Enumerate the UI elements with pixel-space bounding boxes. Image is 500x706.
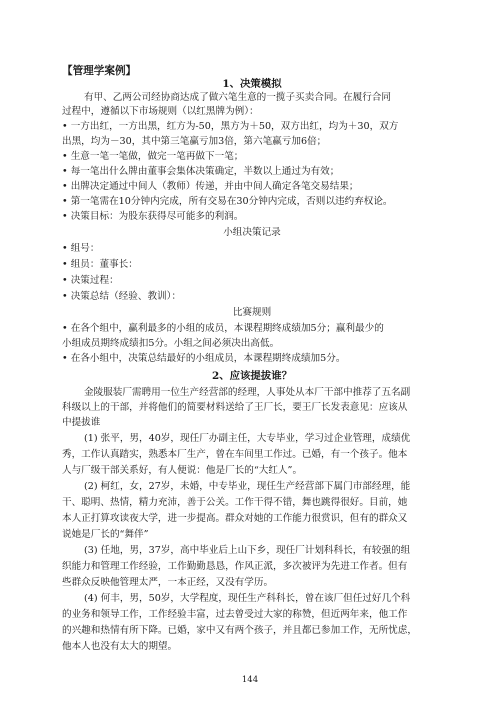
case2-paragraph-line: 织能力和管理工作经验，工作勤勤恳恳，作风正派，多次被评为先进工作者。但有 (62, 561, 408, 572)
case1-rule-line: 出黑，均为－30，其中第三笔赢亏加3倍，第六笔赢亏加6倍； (62, 136, 327, 147)
case1-intro-line: 过程中，遵循以下市场规则（以红黑牌为例）： (62, 106, 259, 117)
case1-title: 1、决策模拟 (222, 78, 282, 90)
case2-paragraph-line: 的兴趣和热情有所下降。已婚，家中又有两个孩子，并且都已参加工作，无所忧虑， (62, 625, 417, 636)
case1-rule-line: • 第一笔需在10分钟内完成，所有交易在30分钟内完成，否则以违约弃权论。 (62, 196, 393, 207)
case2-paragraph-line: 的业务和领导工作，工作经验丰富，过去曾受过大家的称赞，但近两年来，他工作 (62, 609, 408, 620)
case2-paragraph-line: 中提拔谁 (62, 417, 101, 428)
record-title: 小组决策记录 (223, 227, 281, 238)
case2-paragraph-line: 说她是厂长的“舞伴” (62, 529, 149, 540)
case2-title: 2、应该提拔谁？ (212, 370, 292, 382)
contest-rule-line: 小组成员期终成绩扣5分。小组之间必须决出高低。 (62, 338, 280, 349)
case2-paragraph-line: 秀，工作认真踏实，熟悉本厂生产，曾在车间里工作过。已婚，有一个孩子。他本 (62, 449, 408, 460)
case1-intro-line: 有甲、乙两公司经协商达成了做六笔生意的一揽子买卖合同。在履行合同 (84, 92, 391, 103)
case1-rule-line: • 生意一笔一笔做，做完一笔再做下一笔； (62, 151, 244, 162)
record-item: • 决策过程： (62, 275, 119, 286)
record-item: • 组号： (62, 243, 100, 254)
record-item: • 组员：董事长： (62, 259, 138, 270)
case2-paragraph-line: (1) 张平，男，40岁，现任厂办副主任，大专毕业，学习过企业管理，成绩优 (84, 433, 411, 444)
case2-paragraph-line: 些群众反映他管理太严，一本正经，又没有学历。 (62, 577, 274, 588)
section-header: 【管理学案例】 (62, 65, 137, 77)
case1-rule-line: • 出牌决定通过中间人（教师）传递，并由中间人确定各笔交易结果； (62, 181, 359, 192)
case2-paragraph-line: (4) 何丰，男，50岁，大学程度，现任生产科科长，曾在该厂但任过好几个科 (84, 593, 411, 604)
case2-paragraph-line: 干、聪明、热情，精力充沛，善于公关。工作干得不错，舞也跳得很好。目前，她 (62, 497, 408, 508)
case1-rule-line: • 每一笔出什么牌由董事会集体决策确定，半数以上通过为有效； (62, 166, 340, 177)
contest-rule-line: • 在各小组中，决策总结最好的小组成员，本课程期终成绩加5分。 (62, 353, 346, 364)
case2-paragraph-line: 金陵服装厂需聘用一位生产经营部的经理，人事处从本厂干部中推荐了五名副 (84, 387, 411, 398)
case2-paragraph-line: 科级以上的干部，并将他们的简要材料送给了王厂长，要王厂长发表意见：应该从 (62, 402, 408, 413)
case2-paragraph-line: 本人正打算攻读夜大学，进一步提高。群众对她的工作能力很赏识，但有的群众又 (62, 513, 408, 524)
case1-rule-line: • 决策目标：为股东获得尽可能多的利润。 (62, 211, 244, 222)
case2-paragraph-line: 人与厂级干部关系好，有人便说：他是厂长的“大红人”。 (62, 465, 303, 476)
contest-rules-title: 比赛规则 (232, 307, 272, 318)
page-number: 144 (241, 675, 259, 685)
case2-paragraph-line: 他本人也没有太大的期望。 (62, 641, 178, 652)
case1-rule-line: • 一方出红，一方出黑，红方为-50，黑方为＋50，双方出红，均为＋30，双方 (62, 121, 399, 132)
case2-paragraph-line: (3) 任地，男，37岁，高中毕业后上山下乡，现任厂计划科科长，有较强的组 (84, 545, 411, 556)
case2-paragraph-line: (2) 柯红，女，27岁，未婚，中专毕业，现任生产经营部下属门市部经理，能 (84, 481, 411, 492)
record-item: • 决策总结（经验、教训）： (62, 291, 182, 302)
contest-rule-line: • 在各个组中，赢利最多的小组的成员，本课程期终成绩加5分；赢利最少的 (62, 323, 384, 334)
